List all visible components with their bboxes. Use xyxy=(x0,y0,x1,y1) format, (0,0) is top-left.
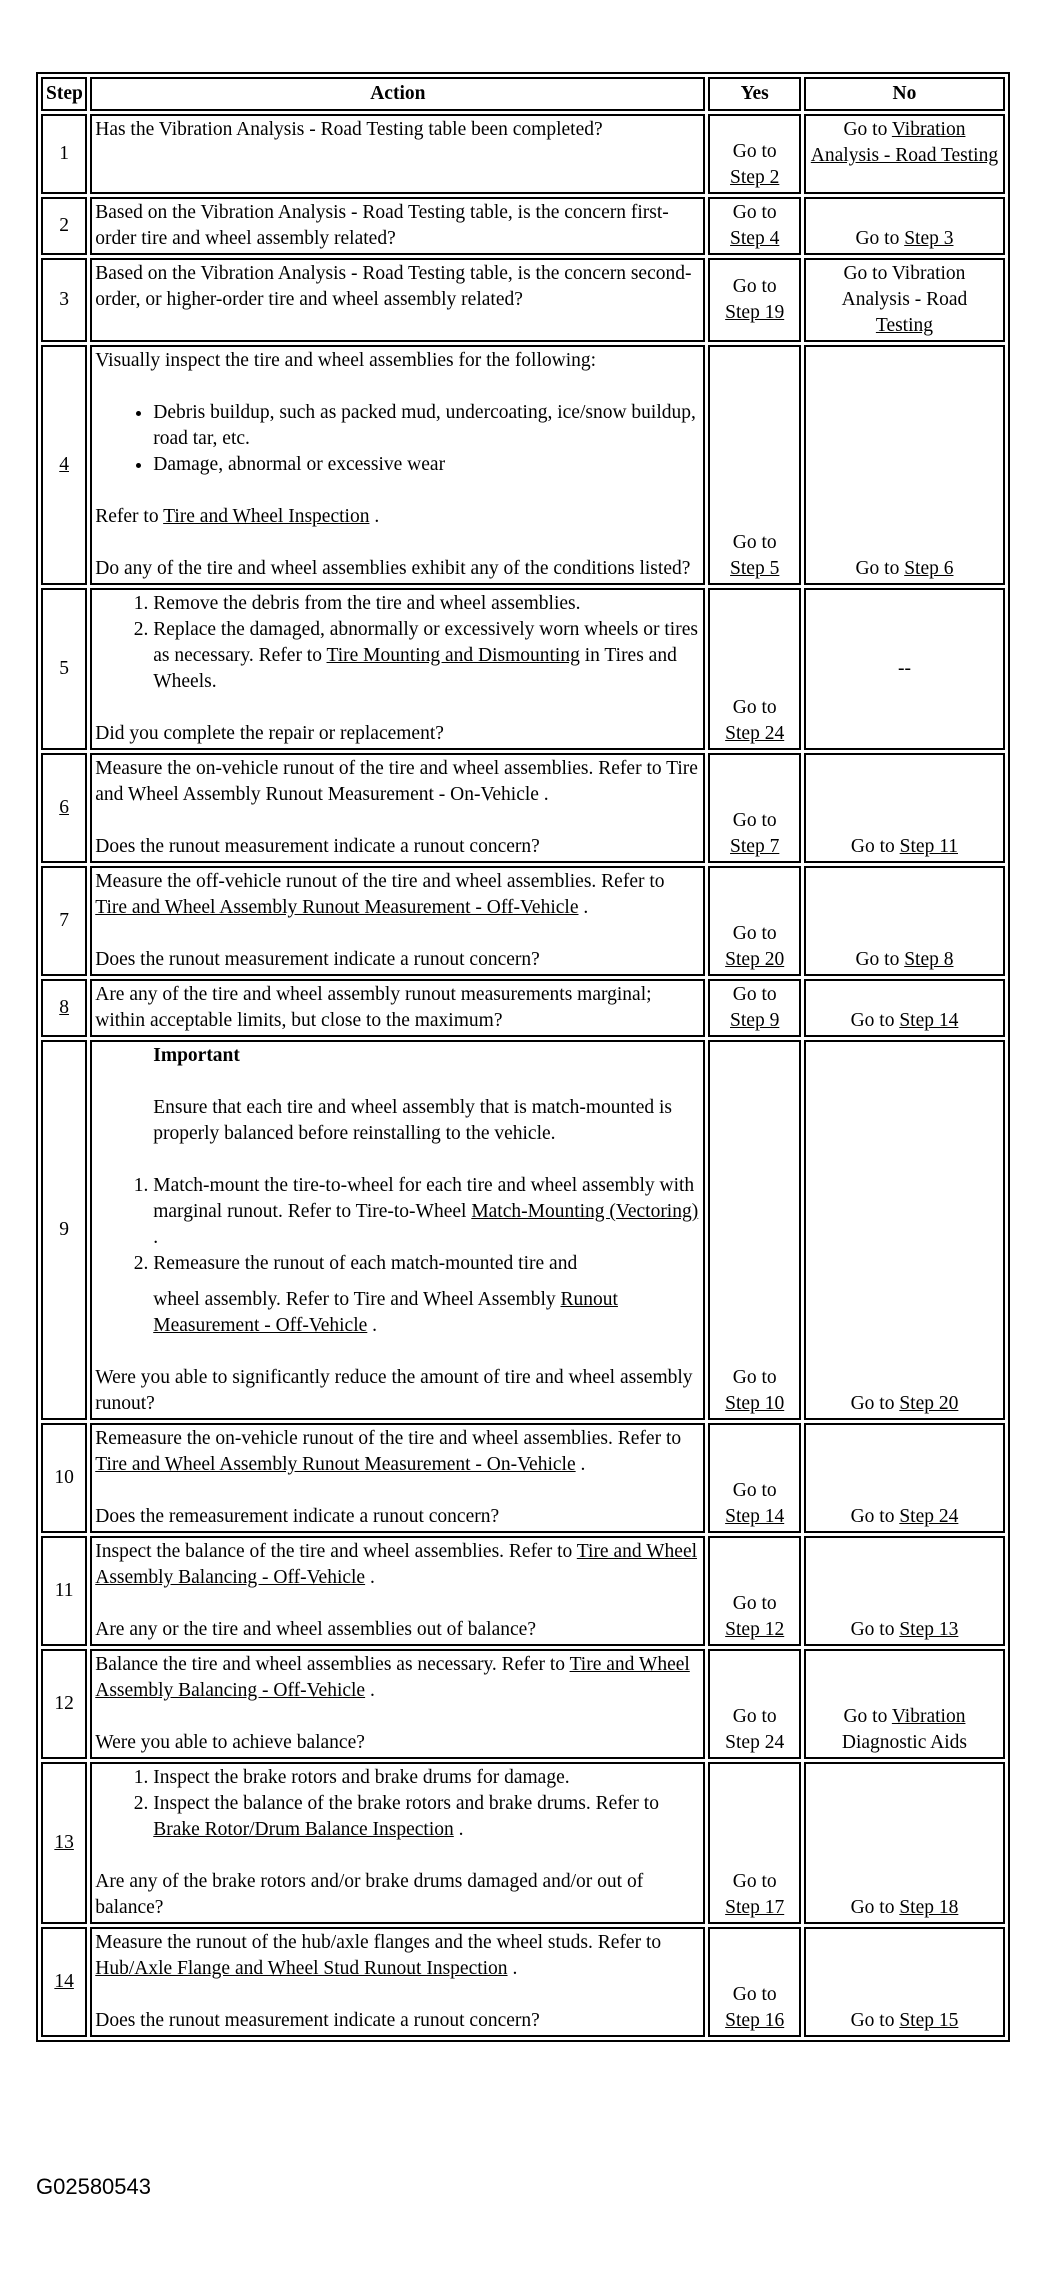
no-link[interactable]: Vibration xyxy=(891,1706,966,1727)
important-notice: Ensure that each tire and wheel assembly that is match-mounted is properly balanced before reinstalling to the vehicle. xyxy=(153,1097,672,1144)
step-number: 11 xyxy=(41,1536,87,1646)
no-cell xyxy=(804,1536,1005,1646)
yes-prefix: Go to xyxy=(732,202,777,223)
item-text-suffix: . xyxy=(458,1819,464,1840)
question-text: Are any of the tire and wheel assembly runout measurements marginal; within acceptable limits, but close to the maximum? xyxy=(95,984,652,1031)
yes-cell xyxy=(708,1762,800,1924)
yes-cell xyxy=(708,753,800,863)
question-text: Were you able to significantly reduce the amount of tire and wheel assembly runout? xyxy=(95,1367,693,1414)
step-number-text: 14 xyxy=(54,1971,74,1992)
procedure-list xyxy=(95,1765,700,1843)
action-cell xyxy=(90,1762,705,1924)
no-prefix: Go to xyxy=(843,1706,888,1727)
no-link[interactable]: Step 15 xyxy=(899,2010,959,2031)
step-number: 7 xyxy=(41,866,87,976)
yes-link[interactable]: Step 7 xyxy=(730,836,780,857)
yes-cell xyxy=(708,1927,800,2037)
item-text: Remeasure the runout of each match-mounted tire and xyxy=(153,1253,578,1274)
question-text: Are any of the brake rotors and/or brake drums damaged and/or out of balance? xyxy=(95,1871,644,1918)
table-row xyxy=(41,1423,1005,1533)
no-cell xyxy=(804,114,1005,194)
intro-text xyxy=(95,1539,700,1591)
table-row xyxy=(41,1040,1005,1420)
no-prefix: Go to xyxy=(855,228,900,249)
no-prefix: Go to xyxy=(850,1010,895,1031)
reference-line xyxy=(95,504,700,530)
question-text: Are any or the tire and wheel assemblies out of balance? xyxy=(95,1619,536,1640)
header-no: No xyxy=(804,77,1005,111)
header-step: Step xyxy=(41,77,87,111)
action-cell xyxy=(90,866,705,976)
yes-prefix: Go to xyxy=(732,1367,777,1388)
action-cell xyxy=(90,1423,705,1533)
yes-cell xyxy=(708,1536,800,1646)
yes-link[interactable]: Step 2 xyxy=(730,167,780,188)
action-cell xyxy=(90,114,705,194)
list-item xyxy=(153,1173,700,1251)
yes-cell xyxy=(708,588,800,750)
yes-link[interactable]: Step 10 xyxy=(725,1393,785,1414)
table-row xyxy=(41,1762,1005,1924)
step-number-text: 13 xyxy=(54,1832,74,1853)
action-cell xyxy=(90,1927,705,2037)
item-text-suffix: . xyxy=(153,1227,159,1248)
step-number: 3 xyxy=(41,258,87,342)
item-text: Inspect the balance of the brake rotors and brake drums. Refer to xyxy=(153,1793,659,1814)
procedure-list xyxy=(95,591,700,695)
item-text: Match-mount the tire-to-wheel for each tire and wheel assembly with marginal runout. Refer to Tire-to-Wheel xyxy=(153,1175,695,1222)
intro-suffix: . xyxy=(580,1454,586,1475)
no-link[interactable]: Step 8 xyxy=(904,949,954,970)
question-text: Does the runout measurement indicate a runout concern? xyxy=(95,949,540,970)
item-text-cont: wheel assembly. Refer to Tire and Wheel Assembly xyxy=(153,1289,556,1310)
table-row xyxy=(41,1536,1005,1646)
intro-text: Measure the on-vehicle runout of the tire and wheel assemblies. Refer to Tire and Wheel Assembly Runout Measurement - On-Vehicle . xyxy=(95,758,698,805)
list-item: • Debris buildup, such as packed mud, undercoating, ice/snow buildup, road tar, etc. xyxy=(153,400,700,452)
no-prefix: Go to xyxy=(843,119,888,140)
step-number-text: 8 xyxy=(59,997,69,1018)
yes-prefix: Go to xyxy=(732,1984,777,2005)
no-prefix: Go to xyxy=(850,1393,895,1414)
no-cell xyxy=(804,866,1005,976)
ref-link[interactable]: Tire and Wheel Inspection xyxy=(163,506,370,527)
no-link[interactable]: Vibration Analysis - Road Testing xyxy=(810,119,999,166)
no-text: -- xyxy=(897,658,911,679)
no-cell xyxy=(804,1927,1005,2037)
intro-suffix: . xyxy=(583,897,589,918)
no-prefix: Go to xyxy=(855,949,900,970)
action-cell xyxy=(90,979,705,1037)
yes-prefix: Go to xyxy=(732,1480,777,1501)
table-row xyxy=(41,197,1005,255)
step-number: 10 xyxy=(41,1423,87,1533)
no-link[interactable]: Step 6 xyxy=(904,558,954,579)
question-text: Has the Vibration Analysis - Road Testing table been completed? xyxy=(95,119,603,140)
intro-text xyxy=(95,869,700,921)
no-link[interactable]: Step 18 xyxy=(899,1897,959,1918)
item-text: Replace the damaged, abnormally or excessively worn wheels or tires as necessary. Refer to xyxy=(153,619,698,666)
no-link[interactable]: Testing xyxy=(875,315,934,336)
table-row xyxy=(41,588,1005,750)
step-number xyxy=(41,345,87,585)
ref-link[interactable]: Tire and Wheel Assembly Balancing - Off-Vehicle xyxy=(95,1541,698,1588)
intro-prefix: Measure the off-vehicle runout of the tire and wheel assemblies. Refer to xyxy=(95,871,665,892)
table-row xyxy=(41,1649,1005,1759)
list-item: • Damage, abnormal or excessive wear xyxy=(153,452,700,478)
no-prefix: Go to xyxy=(850,836,895,857)
list-item: 1. Remove the debris from the tire and wheel assemblies. xyxy=(153,591,700,617)
yes-link[interactable]: Step 14 xyxy=(725,1506,785,1527)
question-text: Do any of the tire and wheel assemblies exhibit any of the conditions listed? xyxy=(95,558,691,579)
yes-link[interactable]: Step 9 xyxy=(730,1010,780,1031)
question-text: Were you able to achieve balance? xyxy=(95,1732,365,1753)
header-row xyxy=(41,77,1005,111)
ref-link[interactable]: Tire and Wheel Assembly Balancing - Off-Vehicle xyxy=(95,1654,690,1701)
yes-link[interactable]: Step 12 xyxy=(725,1619,785,1640)
table-row xyxy=(41,753,1005,863)
item-text-suffix: in Tires and Wheels. xyxy=(153,645,677,692)
yes-cell xyxy=(708,866,800,976)
yes-prefix: Go to xyxy=(732,141,777,162)
no-link[interactable]: Step 20 xyxy=(899,1393,959,1414)
no-prefix: Go to xyxy=(850,1506,895,1527)
important-heading: Important xyxy=(153,1045,240,1066)
yes-prefix: Go to xyxy=(732,1871,777,1892)
step-number: 5 xyxy=(41,588,87,750)
intro-suffix: . xyxy=(369,1680,375,1701)
ref-link[interactable]: Tire Mounting and Dismounting xyxy=(326,645,580,666)
intro-text xyxy=(95,1426,700,1478)
yes-prefix: Go to xyxy=(732,923,777,944)
yes-cell xyxy=(708,979,800,1037)
no-cell xyxy=(804,588,1005,750)
action-cell xyxy=(90,345,705,585)
no-cell xyxy=(804,197,1005,255)
question-text: Does the runout measurement indicate a runout concern? xyxy=(95,836,540,857)
yes-cell xyxy=(708,1423,800,1533)
action-cell xyxy=(90,197,705,255)
yes-prefix: Go to xyxy=(732,697,777,718)
no-cell xyxy=(804,345,1005,585)
yes-prefix: Go to xyxy=(732,1593,777,1614)
yes-cell xyxy=(708,345,800,585)
step-number-text: 6 xyxy=(59,797,69,818)
step-number: 1 xyxy=(41,114,87,194)
question-text: Does the remeasurement indicate a runout concern? xyxy=(95,1506,500,1527)
ref-link[interactable]: Tire and Wheel Assembly Runout Measurement - Off-Vehicle xyxy=(95,897,579,918)
procedure-list xyxy=(95,1173,700,1339)
question-text: Based on the Vibration Analysis - Road Testing table, is the concern first-order tire and wheel assembly related? xyxy=(95,202,669,249)
yes-link[interactable]: Step 4 xyxy=(730,228,780,249)
no-cell xyxy=(804,979,1005,1037)
yes-link[interactable]: Step 5 xyxy=(730,558,780,579)
yes-link[interactable]: Step 19 xyxy=(725,302,785,323)
yes-cell xyxy=(708,197,800,255)
header-yes: Yes xyxy=(708,77,800,111)
yes-prefix: Go to xyxy=(732,984,777,1005)
yes-link[interactable]: Step 24 xyxy=(725,723,785,744)
ref-link[interactable]: Tire and Wheel Assembly Runout Measurement - On-Vehicle xyxy=(95,1454,576,1475)
table-row xyxy=(41,866,1005,976)
step-number: 9 xyxy=(41,1040,87,1420)
list-item xyxy=(153,1251,700,1339)
intro-text xyxy=(95,1652,700,1704)
no-link[interactable]: Step 13 xyxy=(899,1619,959,1640)
diagnostic-table xyxy=(36,72,1010,2042)
step-number xyxy=(41,1762,87,1924)
ref-link[interactable]: Runout Measurement - Off-Vehicle xyxy=(153,1289,618,1336)
yes-prefix: Go to xyxy=(732,532,777,553)
intro-prefix: Measure the runout of the hub/axle flanges and the wheel studs. Refer to xyxy=(95,1932,662,1953)
yes-prefix: Go to xyxy=(732,810,777,831)
table-row xyxy=(41,114,1005,194)
action-cell xyxy=(90,1536,705,1646)
header-action: Action xyxy=(90,77,705,111)
yes-link[interactable]: Step 16 xyxy=(725,2010,785,2031)
no-text: Go to Vibration Analysis - Road xyxy=(841,263,968,310)
no-cell xyxy=(804,1040,1005,1420)
ref-link[interactable]: Match-Mounting (Vectoring) xyxy=(471,1201,699,1222)
action-cell xyxy=(90,1040,705,1420)
table-row xyxy=(41,1927,1005,2037)
yes-cell xyxy=(708,1040,800,1420)
step-number xyxy=(41,753,87,863)
yes-text: Go to Step 24 xyxy=(725,1706,785,1753)
ref-suffix: . xyxy=(374,506,380,527)
no-cell xyxy=(804,258,1005,342)
intro-suffix: . xyxy=(512,1958,518,1979)
action-cell xyxy=(90,753,705,863)
no-link[interactable]: Step 24 xyxy=(899,1506,959,1527)
intro-prefix: Inspect the balance of the tire and wheel assemblies. Refer to xyxy=(95,1541,573,1562)
no-cell xyxy=(804,753,1005,863)
no-link[interactable]: Step 3 xyxy=(904,228,954,249)
action-cell xyxy=(90,258,705,342)
list-item: 1. Inspect the brake rotors and brake drums for damage. xyxy=(153,1765,700,1791)
yes-link[interactable]: Step 17 xyxy=(725,1897,785,1918)
intro-text xyxy=(95,1930,700,1982)
intro-suffix: . xyxy=(369,1567,375,1588)
yes-prefix: Go to xyxy=(732,276,777,297)
question-text: Did you complete the repair or replacement? xyxy=(95,723,444,744)
list-item xyxy=(153,1791,700,1843)
table-row xyxy=(41,258,1005,342)
yes-cell xyxy=(708,258,800,342)
intro-text: Visually inspect the tire and wheel assemblies for the following: xyxy=(95,350,597,371)
ref-link[interactable]: Brake Rotor/Drum Balance Inspection xyxy=(153,1819,454,1840)
document xyxy=(36,72,1010,2042)
no-prefix: Go to xyxy=(850,2010,895,2031)
condition-list xyxy=(95,400,700,478)
intro-prefix: Remeasure the on-vehicle runout of the tire and wheel assemblies. Refer to xyxy=(95,1428,682,1449)
action-cell xyxy=(90,588,705,750)
item-text-suffix: . xyxy=(372,1315,378,1336)
no-prefix: Go to xyxy=(850,1619,895,1640)
no-cell xyxy=(804,1423,1005,1533)
no-link[interactable]: Step 14 xyxy=(899,1010,959,1031)
question-text: Does the runout measurement indicate a runout concern? xyxy=(95,2010,540,2031)
question-text: Based on the Vibration Analysis - Road Testing table, is the concern second-order, or higher-order tire and wheel assembly related? xyxy=(95,263,692,310)
no-prefix: Go to xyxy=(850,1897,895,1918)
yes-cell xyxy=(708,114,800,194)
yes-link[interactable]: Step 20 xyxy=(725,949,785,970)
no-suffix: Diagnostic Aids xyxy=(841,1732,968,1753)
no-cell xyxy=(804,1762,1005,1924)
yes-cell xyxy=(708,1649,800,1759)
action-cell xyxy=(90,1649,705,1759)
table-row xyxy=(41,979,1005,1037)
list-item xyxy=(153,617,700,695)
step-number xyxy=(41,1927,87,2037)
ref-prefix: Refer to xyxy=(95,506,159,527)
step-number-text: 4 xyxy=(59,454,69,475)
no-prefix: Go to xyxy=(855,558,900,579)
step-number xyxy=(41,979,87,1037)
ref-link[interactable]: Hub/Axle Flange and Wheel Stud Runout Inspection xyxy=(95,1958,508,1979)
table-row xyxy=(41,345,1005,585)
no-cell xyxy=(804,1649,1005,1759)
step-number: 12 xyxy=(41,1649,87,1759)
step-number: 2 xyxy=(41,197,87,255)
intro-prefix: Balance the tire and wheel assemblies as necessary. Refer to xyxy=(95,1654,566,1675)
figure-id: G02580543 xyxy=(36,2174,151,2199)
no-link[interactable]: Step 11 xyxy=(899,836,958,857)
